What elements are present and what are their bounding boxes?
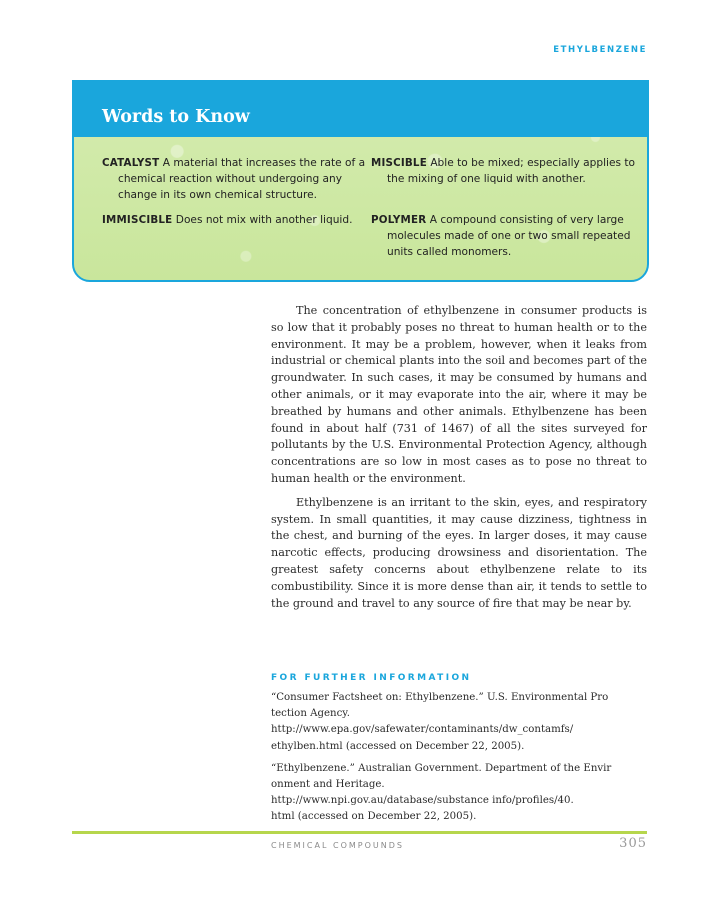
page-number: 305 bbox=[619, 836, 647, 851]
reference-line: html (accessed on December 22, 2005). bbox=[271, 811, 477, 823]
definition-text: Does not mix with another liquid. bbox=[175, 214, 353, 226]
definition-catalyst bbox=[102, 155, 380, 203]
references-list bbox=[271, 690, 647, 832]
definition-text: Able to be mixed; especially applies to the mixing of one liquid with another. bbox=[387, 157, 636, 185]
reference-line: “Consumer Factsheet on: Ethylbenzene.” U.S. Environmental Pro bbox=[271, 692, 609, 703]
words-to-know-title: Words to Know bbox=[102, 107, 250, 127]
reference-line: onment and Heritage. bbox=[271, 779, 385, 791]
body-text bbox=[271, 303, 647, 619]
running-head: ETHYLBENZENE bbox=[553, 45, 647, 55]
definition-term: IMMISCIBLE bbox=[102, 214, 173, 226]
words-to-know-box bbox=[72, 80, 649, 282]
footer-rule bbox=[72, 831, 647, 834]
reference-item bbox=[271, 690, 647, 755]
further-info-heading: FOR FURTHER INFORMATION bbox=[271, 673, 472, 683]
reference-item bbox=[271, 761, 647, 826]
definition-polymer bbox=[371, 212, 639, 260]
reference-line: “Ethylbenzene.” Australian Government. Department of the Envir bbox=[271, 762, 612, 774]
reference-url[interactable]: http://www.epa.gov/safewater/contaminants/dw_contamfs/ bbox=[271, 724, 574, 736]
definition-term: CATALYST bbox=[102, 157, 160, 169]
definition-miscible bbox=[371, 155, 639, 187]
definition-text: A material that increases the rate of a chemical reaction without undergoing any change in its own chemical structure. bbox=[118, 157, 366, 201]
body-paragraph: Ethylbenzene is an irritant to the skin, eyes, and respiratory system. In small quantities, it may cause dizziness, tightness in the chest, and burning of the eyes. In larger doses, it may cause narcotic effects, producing drowsiness and disorientation. The greatest safety concerns about ethylbenzene relate to its combustibility. Since it is more dense than air, it tends to settle to the ground and travel to any source of fire that may be near by. bbox=[271, 495, 647, 610]
definition-term: POLYMER bbox=[371, 214, 427, 226]
reference-line: ethylben.html (accessed on December 22, 2005). bbox=[271, 740, 525, 752]
words-to-know-header bbox=[74, 82, 647, 137]
body-paragraph: The concentration of ethylbenzene in consumer products is so low that it probably poses no threat to human health or to the environment. It may be a problem, however, when it leaks from industrial or chemical plants into the soil and becomes part of the groundwater. In such cases, it may be consumed by humans and other animals, or it may evaporate into the air, where it may be breathed by humans and other animals. Ethylbenzene has been found in about half (731 of 1467) of all the sites surveyed for pollutants by the U.S. Environmental Protection Agency, although concentrations are so low in most cases as to pose no threat to human health or the environment. bbox=[271, 304, 647, 485]
definition-immiscible bbox=[102, 212, 380, 228]
definition-term: MISCIBLE bbox=[371, 157, 427, 169]
footer-book-title: CHEMICAL COMPOUNDS bbox=[271, 841, 404, 850]
reference-url[interactable]: http://www.npi.gov.au/database/substance info/profiles/40. bbox=[271, 795, 574, 807]
definition-text: A compound consisting of very large molecules made of one or two small repeated units called monomers. bbox=[387, 214, 631, 258]
reference-line: tection Agency. bbox=[271, 708, 350, 720]
